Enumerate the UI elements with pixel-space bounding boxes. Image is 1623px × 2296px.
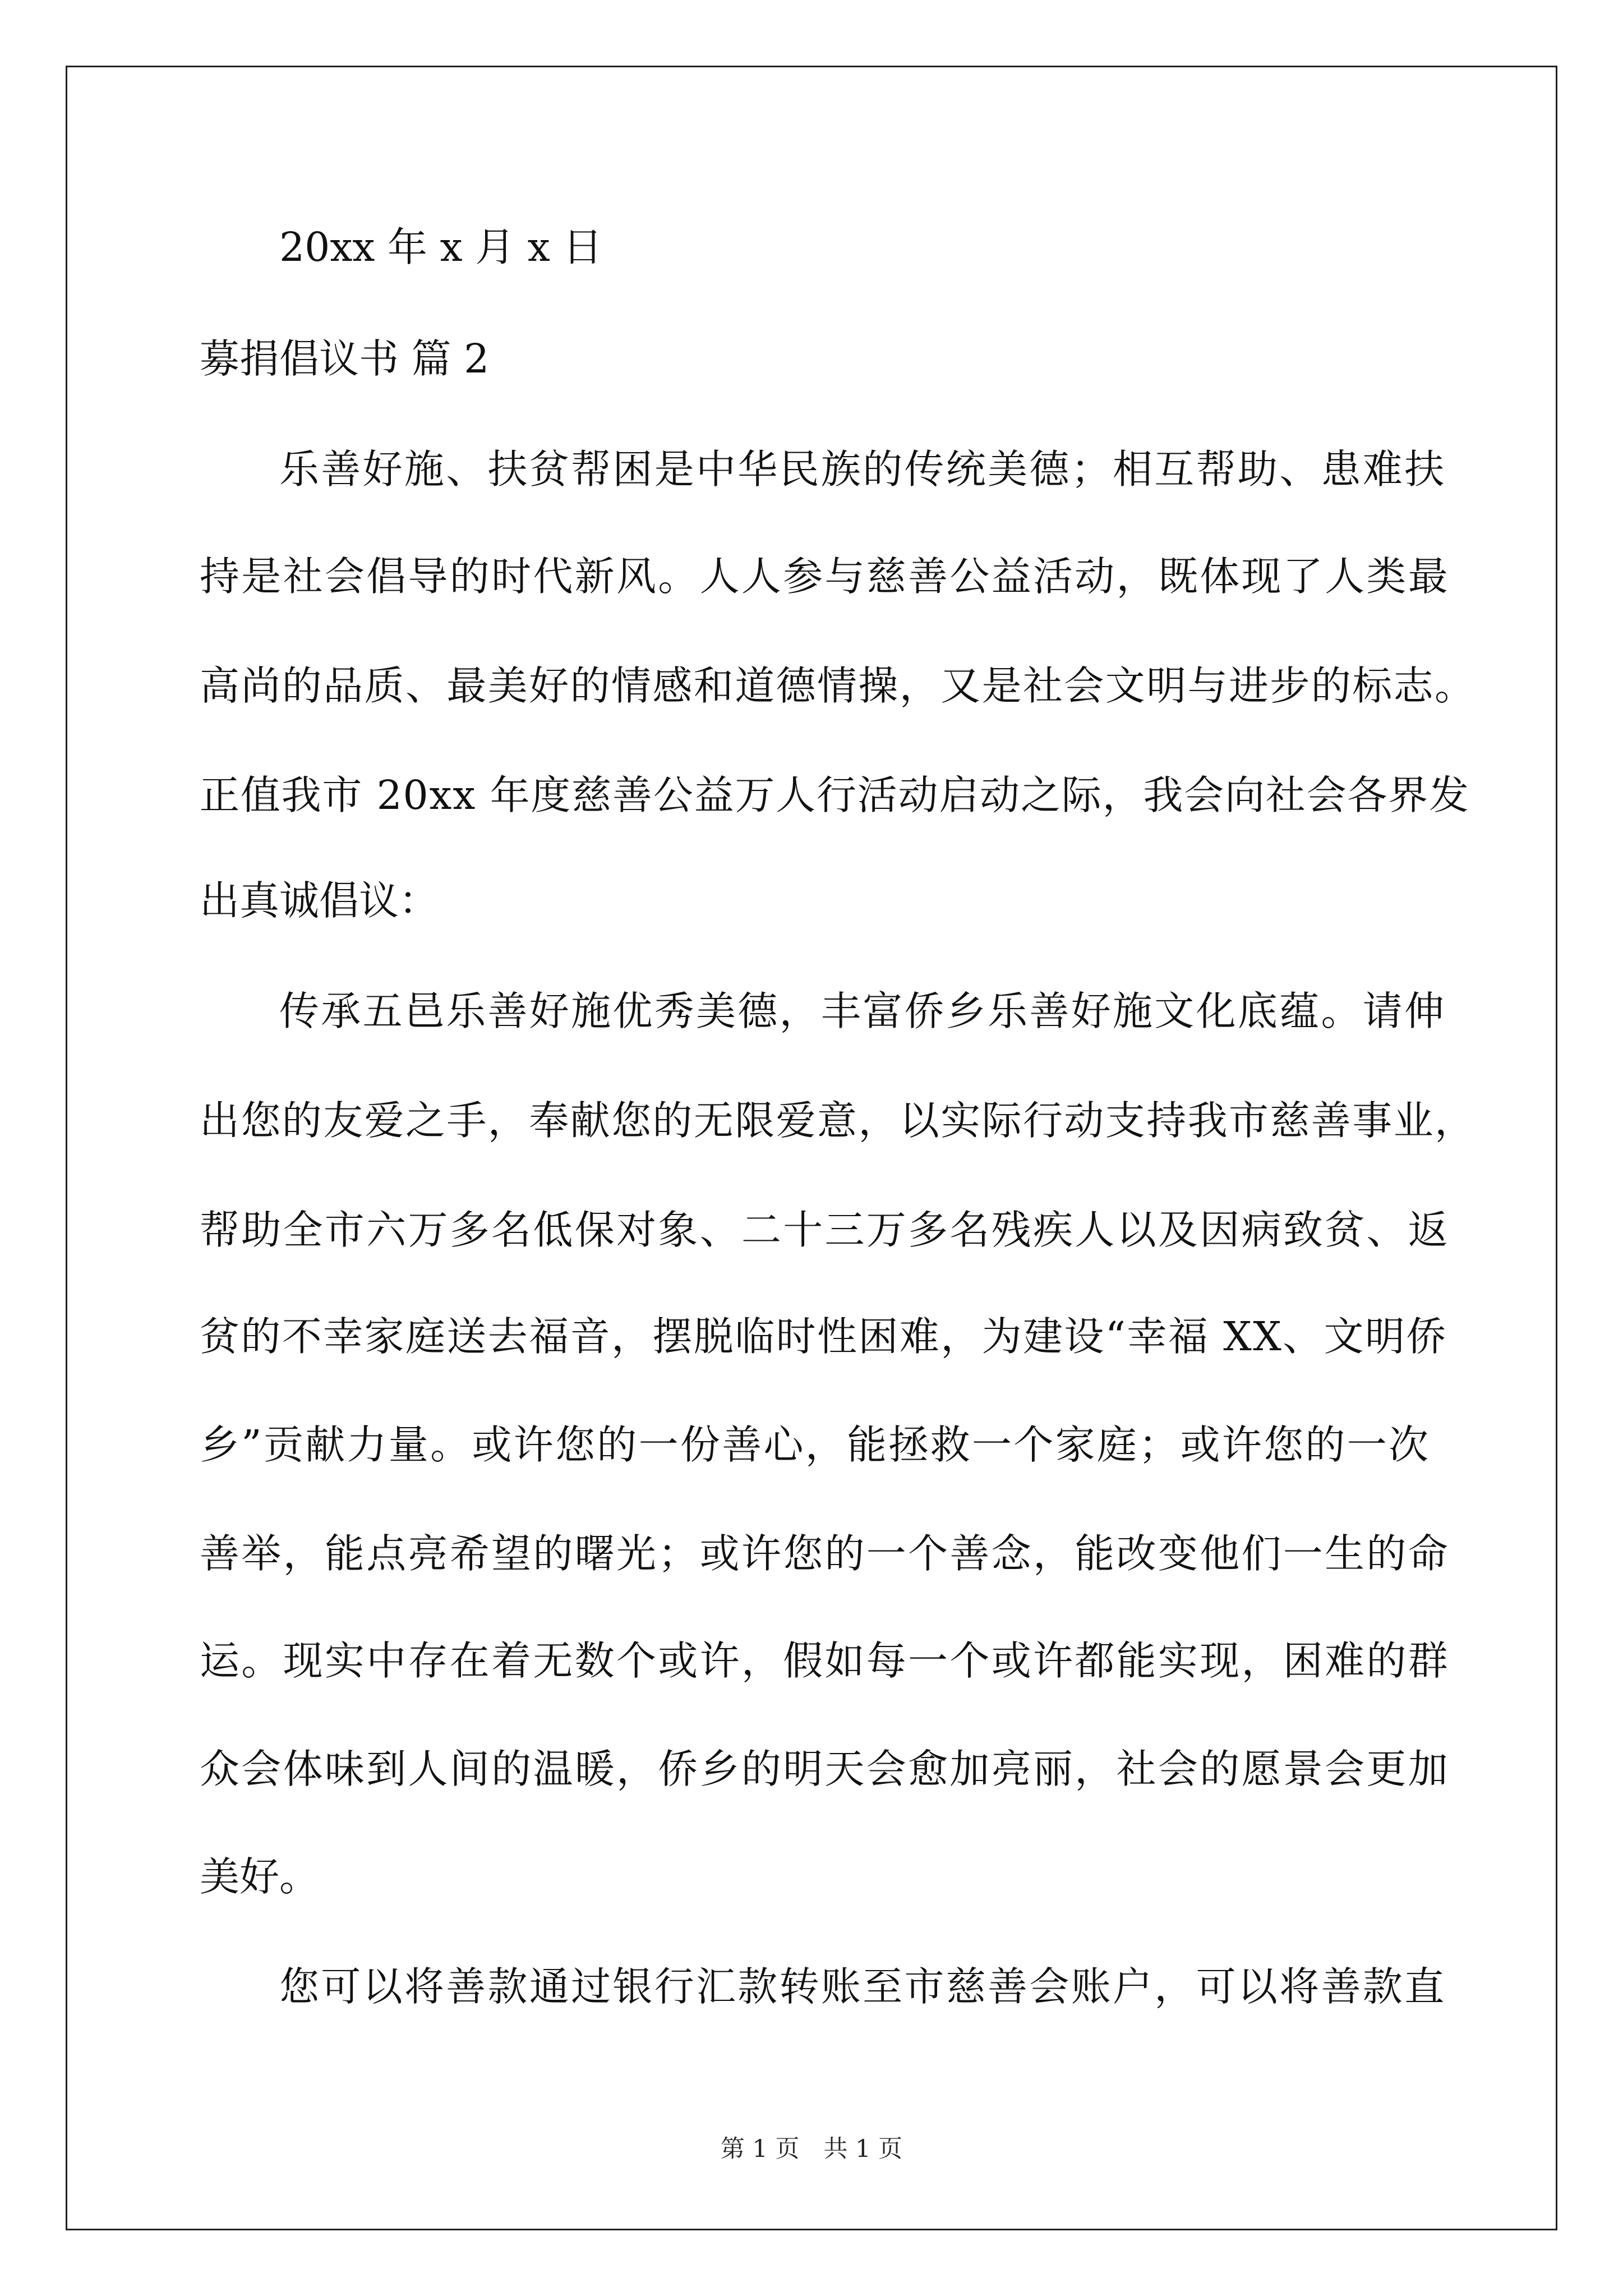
paragraph-line: 高尚的品质、最美好的情感和道德情操，又是社会文明与进步的标志。	[200, 662, 1476, 709]
paragraph-line: 正值我市 20xx 年度慈善公益万人行活动启动之际，我会向社会各界发	[200, 772, 1470, 818]
paragraph-line: 乡”贡献力量。或许您的一份善心，能拯救一个家庭；或许您的一次	[200, 1421, 1431, 1468]
paragraph-line: 出您的友爱之手，奉献您的无限爱意，以实际行动支持我市慈善事业，	[200, 1097, 1476, 1144]
paragraph-line: 持是社会倡导的时代新风。人人参与慈善公益活动，既体现了人类最	[200, 553, 1450, 600]
page-number-footer: 第 1 页 共 1 页	[720, 2135, 903, 2163]
paragraph-line: 帮助全市六万多名低保对象、二十三万多名残疾人以及因病致贫、返	[200, 1207, 1450, 1253]
paragraph-line: 出真诚倡议：	[200, 877, 439, 924]
paragraph-line: 众会体味到人间的温暖，侨乡的明天会愈加亮丽，社会的愿景会更加	[200, 1746, 1450, 1792]
date-line: 20xx 年 x 月 x 日	[279, 224, 603, 270]
paragraph-line: 运。现实中存在着无数个或许，假如每一个或许都能实现，困难的群	[200, 1637, 1450, 1684]
paragraph-line: 您可以将善款通过银行汇款转账至市慈善会账户，可以将善款直	[279, 1963, 1446, 2010]
page-border	[66, 66, 1557, 2230]
paragraph-line: 传承五邑乐善好施优秀美德，丰富侨乡乐善好施文化底蕴。请伸	[279, 988, 1446, 1034]
section-heading: 募捐倡议书 篇 2	[200, 335, 490, 382]
paragraph-line: 美好。	[200, 1853, 320, 1900]
paragraph-line: 乐善好施、扶贫帮困是中华民族的传统美德；相互帮助、患难扶	[279, 446, 1446, 493]
paragraph-line: 善举，能点亮希望的曙光；或许您的一个善念，能改变他们一生的命	[200, 1530, 1450, 1577]
paragraph-line: 贫的不幸家庭送去福音，摆脱临时性困难，为建设“幸福 XX、文明侨	[200, 1313, 1447, 1360]
